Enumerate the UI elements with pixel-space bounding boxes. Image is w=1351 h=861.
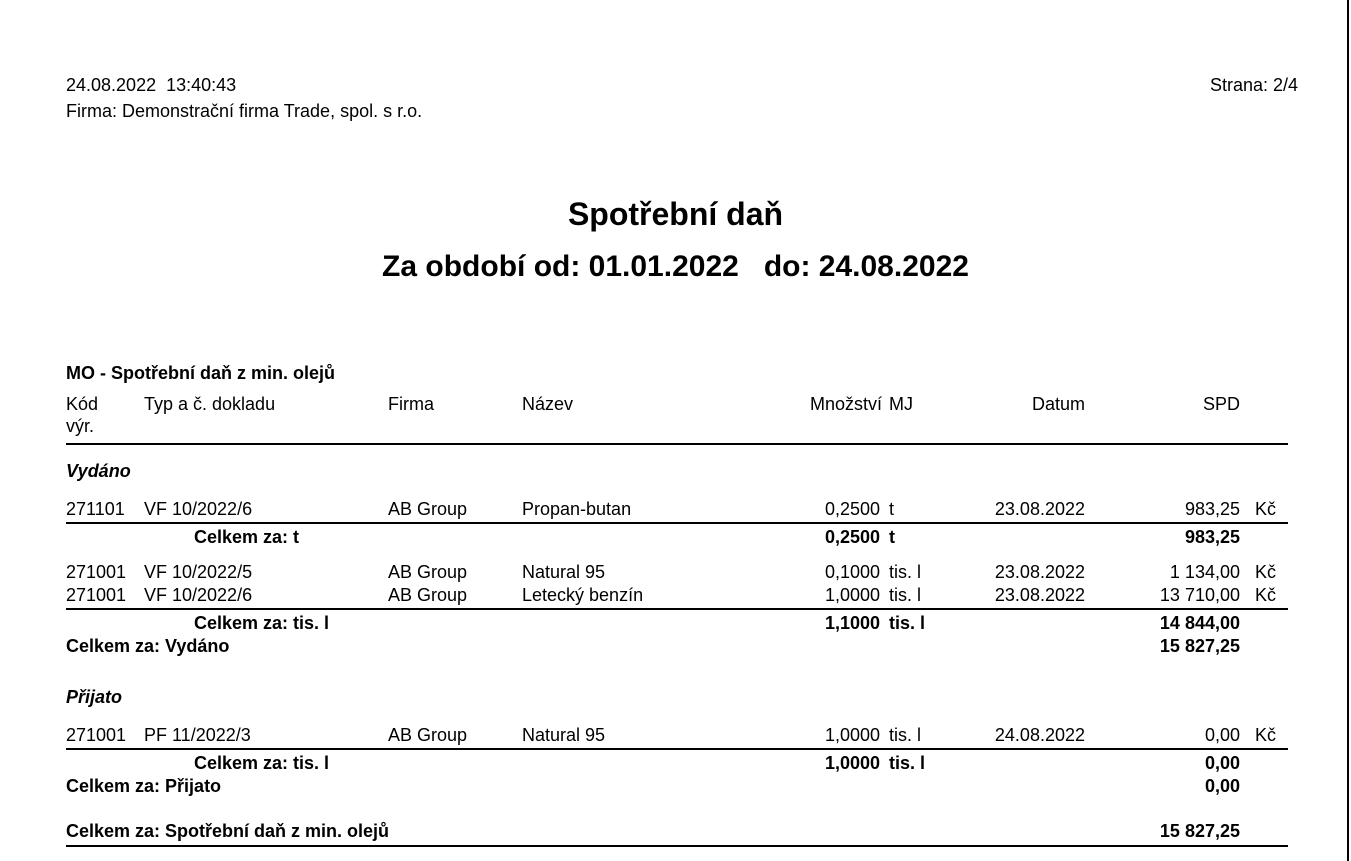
cell-firma: AB Group	[388, 499, 468, 519]
grand-total-spd: 15 827,25	[1159, 821, 1240, 841]
cell-mnozstvi: 0,1000	[824, 562, 880, 582]
cell-datum: 23.08.2022	[994, 562, 1085, 582]
cell-nazev: Propan-butan	[522, 499, 632, 519]
cell-nazev: Natural 95	[522, 562, 606, 582]
table-row	[66, 724, 1288, 747]
block-rule	[66, 522, 1288, 524]
subtotal-label: Celkem za: tis. l	[194, 753, 330, 773]
cell-spd: 13 710,00	[1159, 585, 1240, 605]
cell-currency: Kč	[1255, 562, 1277, 582]
report-title: Spotřební daň	[567, 196, 784, 232]
company-line: Firma: Demonstrační firma Trade, spol. s r.o.	[66, 101, 423, 121]
report-period: Za období od: 01.01.2022 do: 24.08.2022	[382, 250, 969, 283]
cell-doklad: PF 11/2022/3	[144, 725, 251, 745]
col-header-mj: MJ	[889, 394, 913, 414]
cell-datum: 23.08.2022	[994, 499, 1085, 519]
cell-spd: 1 134,00	[1169, 562, 1240, 582]
block-rule	[66, 748, 1288, 750]
cell-kod: 271001	[66, 562, 127, 582]
cell-mj: t	[889, 499, 895, 519]
subtotal-spd: 14 844,00	[1159, 613, 1240, 633]
cell-mj: tis. l	[889, 725, 922, 745]
excise-tax-table	[66, 362, 1288, 847]
block-rule	[66, 608, 1288, 610]
cell-currency: Kč	[1255, 725, 1277, 745]
cell-kod: 271001	[66, 725, 127, 745]
group-title-vydano: Vydáno	[66, 461, 131, 481]
subtotal-mnozstvi: 1,0000	[824, 753, 880, 773]
grand-total-row	[66, 820, 1288, 843]
col-header-doklad: Typ a č. dokladu	[144, 394, 276, 414]
cell-currency: Kč	[1255, 585, 1277, 605]
grand-total-label: Celkem za: Spotřební daň z min. olejů	[66, 821, 390, 841]
subtotal-spd: 0,00	[1204, 753, 1240, 773]
cell-spd: 0,00	[1204, 725, 1240, 745]
col-header-datum: Datum	[1031, 394, 1085, 414]
cell-nazev: Letecký benzín	[522, 585, 644, 605]
table-row	[66, 561, 1288, 584]
bottom-rule	[66, 845, 1288, 847]
subtotal-mj: tis. l	[889, 753, 926, 773]
cell-doklad: VF 10/2022/6	[144, 585, 253, 605]
cell-currency: Kč	[1255, 499, 1277, 519]
page-number: Strana: 2/4	[1209, 75, 1298, 95]
cell-mnozstvi: 0,2500	[824, 499, 880, 519]
cell-doklad: VF 10/2022/6	[144, 499, 253, 519]
cell-firma: AB Group	[388, 725, 468, 745]
col-header-mnozstvi: Množství	[810, 394, 883, 414]
cell-doklad: VF 10/2022/5	[144, 562, 253, 582]
col-header-nazev: Název	[522, 394, 574, 414]
subtotal-mnozstvi: 0,2500	[824, 527, 880, 547]
group-total-label: Celkem za: Vydáno	[66, 636, 230, 656]
group-total-spd: 0,00	[1204, 776, 1240, 796]
col-header-firma: Firma	[388, 394, 434, 414]
cell-mj: tis. l	[889, 585, 922, 605]
group-total-row	[66, 775, 1288, 798]
subtotal-label: Celkem za: t	[194, 527, 300, 547]
col-header-spd: SPD	[1202, 394, 1240, 414]
col-header-kod-line2: výr.	[66, 416, 95, 436]
subtotal-row	[66, 752, 1288, 775]
cell-mnozstvi: 1,0000	[824, 585, 880, 605]
cell-datum: 23.08.2022	[994, 585, 1085, 605]
cell-kod: 271001	[66, 585, 127, 605]
col-header-kod-line1: Kód	[66, 394, 99, 414]
page-edge-line	[1347, 0, 1349, 861]
subtotal-row	[66, 612, 1288, 635]
subtotal-mj: t	[889, 527, 895, 547]
subtotal-row	[66, 526, 1288, 549]
report-header-left	[66, 72, 422, 124]
group-total-spd: 15 827,25	[1159, 636, 1240, 656]
subtotal-mnozstvi: 1,1000	[824, 613, 880, 633]
cell-firma: AB Group	[388, 585, 468, 605]
header-rule	[66, 443, 1288, 445]
group-title-prijato: Přijato	[66, 687, 123, 707]
cell-mj: tis. l	[889, 562, 922, 582]
cell-nazev: Natural 95	[522, 725, 606, 745]
subtotal-spd: 983,25	[1184, 527, 1240, 547]
table-header-row	[66, 393, 1288, 437]
section-title: MO - Spotřební daň z min. olejů	[66, 363, 335, 383]
table-row	[66, 498, 1288, 521]
cell-spd: 983,25	[1184, 499, 1240, 519]
print-datetime: 24.08.2022 13:40:43	[66, 75, 237, 95]
cell-datum: 24.08.2022	[994, 725, 1085, 745]
cell-mnozstvi: 1,0000	[824, 725, 880, 745]
group-total-label: Celkem za: Přijato	[66, 776, 222, 796]
group-total-row	[66, 635, 1288, 658]
cell-firma: AB Group	[388, 562, 468, 582]
subtotal-mj: tis. l	[889, 613, 926, 633]
table-row	[66, 584, 1288, 607]
col-header-kod	[66, 393, 144, 437]
subtotal-label: Celkem za: tis. l	[194, 613, 330, 633]
cell-kod: 271101	[66, 499, 125, 519]
